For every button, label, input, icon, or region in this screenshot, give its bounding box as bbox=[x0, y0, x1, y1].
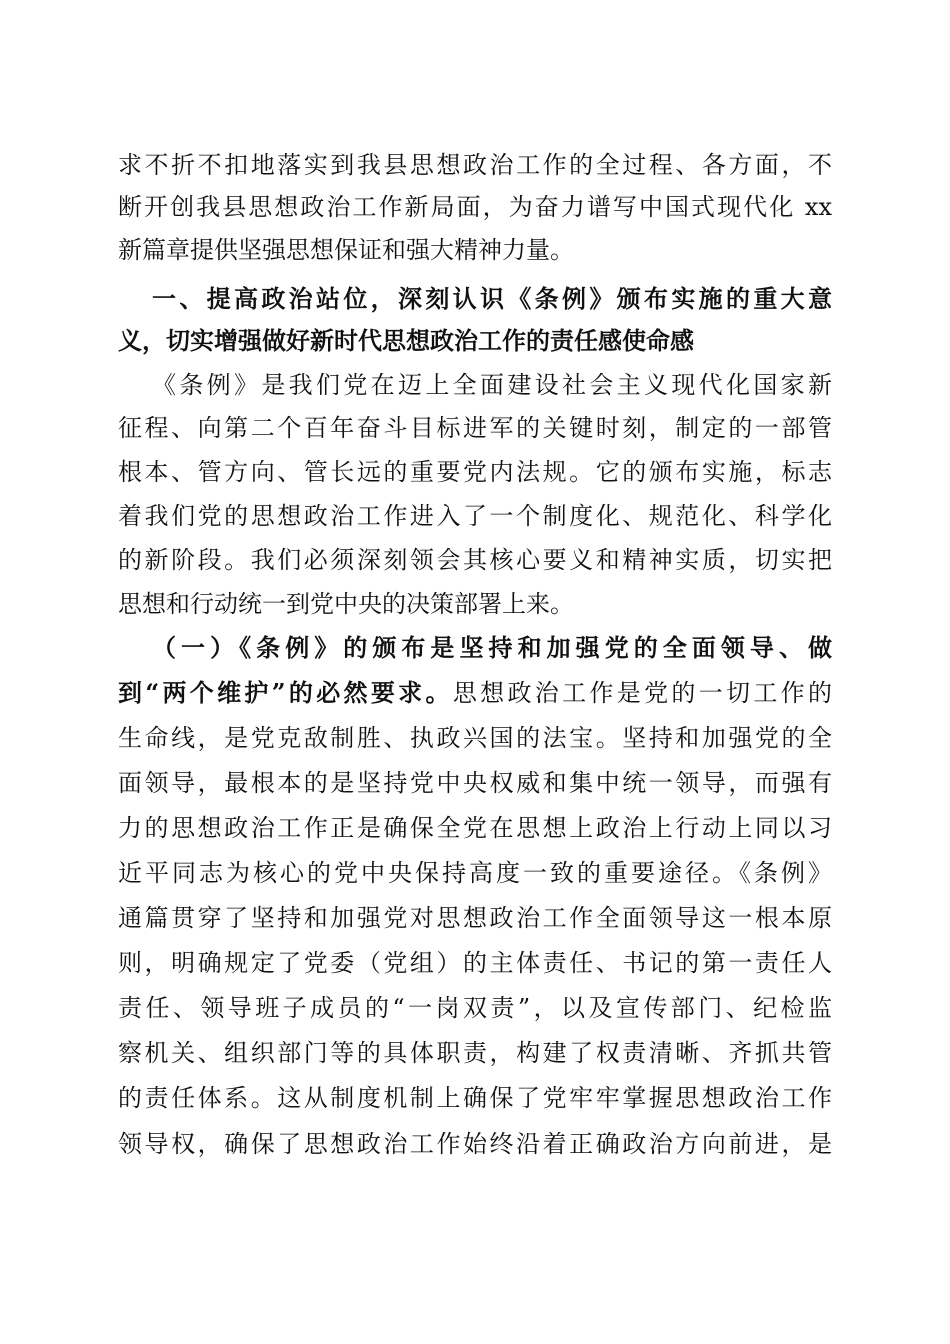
text-line bbox=[118, 192, 832, 222]
text-line bbox=[118, 1083, 832, 1113]
body-text: 《条例》是我们党在迈上全面建设社会主义现代化国家新 bbox=[152, 371, 832, 399]
text-line bbox=[118, 326, 832, 356]
text-line bbox=[118, 993, 832, 1023]
text-line bbox=[118, 813, 832, 843]
body-text: 生命线，是党克敌制胜、执政兴国的法宝。坚持和加强党的全 bbox=[118, 724, 832, 752]
section-heading: 义，切实增强做好新时代思想政治工作的责任感使命感 bbox=[118, 327, 694, 355]
body-text: 领导权，确保了思想政治工作始终沿着正确政治方向前进，是 bbox=[118, 1130, 832, 1158]
body-text: 通篇贯穿了坚持和加强党对思想政治工作全面领导这一根本原 bbox=[118, 904, 832, 932]
body-text: 根本、管方向、管长远的重要党内法规。它的颁布实施，标志 bbox=[118, 458, 832, 486]
text-line bbox=[152, 633, 832, 663]
body-text: 察机关、组织部门等的具体职责，构建了权责清晰、齐抓共管 bbox=[118, 1039, 832, 1067]
body-text: 思想政治工作是党的一切工作的 bbox=[452, 679, 833, 707]
body-text: 责任、领导班子成员的“一岗双责”，以及宣传部门、纪检监 bbox=[118, 994, 832, 1022]
body-text: 着我们党的思想政治工作进入了一个制度化、规范化、科学化 bbox=[118, 502, 832, 530]
text-line bbox=[152, 370, 832, 400]
text-line bbox=[152, 284, 832, 314]
text-line bbox=[118, 501, 832, 531]
body-text: 力的思想政治工作正是确保全党在思想上政治上行动上同以习 bbox=[118, 814, 832, 842]
text-line bbox=[118, 235, 832, 265]
text-line bbox=[118, 413, 832, 443]
body-text: 面领导，最根本的是坚持党中央权威和集中统一领导，而强有 bbox=[118, 769, 832, 797]
text-line bbox=[118, 1038, 832, 1068]
text-line bbox=[118, 858, 832, 888]
text-line bbox=[118, 150, 832, 180]
subsection-heading: 到“两个维护”的必然要求。 bbox=[118, 678, 453, 707]
text-line bbox=[118, 545, 832, 575]
body-text: 的新阶段。我们必须深刻领会其核心要义和精神实质，切实把 bbox=[118, 546, 832, 574]
body-text: 征程、向第二个百年奋斗目标进军的关键时刻，制定的一部管 bbox=[118, 414, 832, 442]
section-heading: 一、提高政治站位，深刻认识《条例》颁布实施的重大意 bbox=[152, 285, 832, 313]
body-text: 则，明确规定了党委（党组）的主体责任、书记的第一责任人 bbox=[118, 949, 832, 977]
text-line bbox=[118, 723, 832, 753]
text-line bbox=[118, 768, 832, 798]
text-line bbox=[118, 903, 832, 933]
text-line bbox=[118, 589, 832, 619]
text-line bbox=[118, 948, 832, 978]
body-text: 近平同志为核心的党中央保持高度一致的重要途径。《条例》 bbox=[118, 859, 832, 887]
body-text: 新篇章提供坚强思想保证和强大精神力量。 bbox=[118, 236, 574, 264]
text-line bbox=[118, 1129, 832, 1159]
text-line bbox=[118, 457, 832, 487]
body-text: 断开创我县思想政治工作新局面，为奋力谱写中国式现代化 xx bbox=[118, 193, 832, 221]
text-line bbox=[118, 678, 832, 708]
body-text: 的责任体系。这从制度机制上确保了党牢牢掌握思想政治工作 bbox=[118, 1084, 832, 1112]
body-text: 思想和行动统一到党中央的决策部署上来。 bbox=[118, 590, 574, 618]
subsection-heading: （一）《条例》的颁布是坚持和加强党的全面领导、做 bbox=[152, 633, 832, 662]
body-text: 求不折不扣地落实到我县思想政治工作的全过程、各方面，不 bbox=[118, 151, 832, 179]
